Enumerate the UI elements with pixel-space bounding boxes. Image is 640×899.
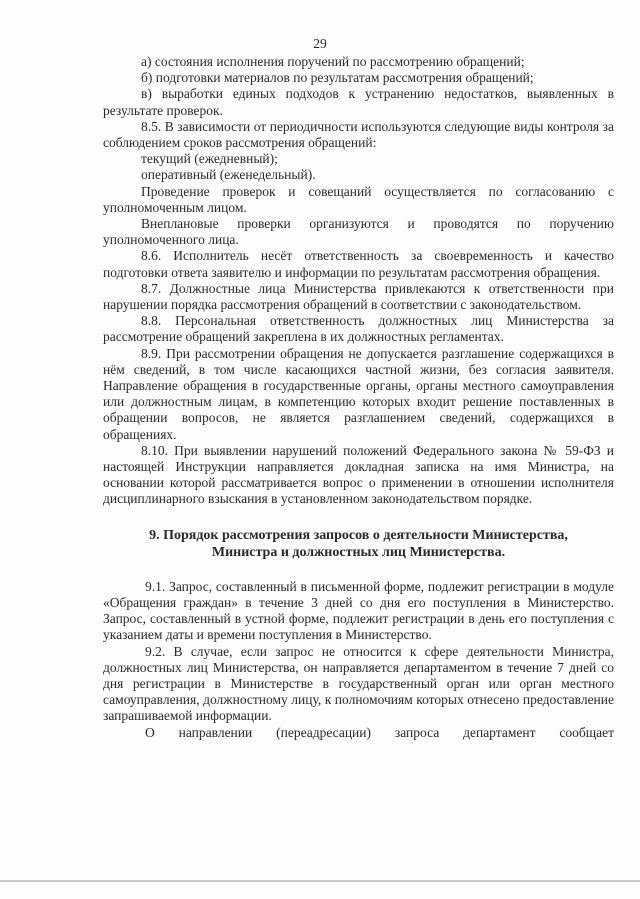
clause-8-7: 8.7. Должностные лица Министерства привлекаются к ответственности при нарушении порядка рассмотрения обращений в соответствии с законодательством. <box>103 280 614 313</box>
clause-8-10: 8.10. При выявлении нарушений положений Федерального закона № 59-ФЗ и настоящей Инструкции направляется докладная записка на имя Министра, на основании которой рассматривается вопрос о применении в отношении исполнителя дисциплинарного взыскания в установленном законодательством порядке. <box>103 442 614 507</box>
document-body <box>103 54 614 741</box>
redirect-notice-paragraph: О направлении (переадресации) запроса департамент сообщает <box>145 724 614 740</box>
clause-9-2: 9.2. В случае, если запрос не относится к сфере деятельности Министра, должностных лиц Министерства, он направляется департаментом в течение 7 дней со дня регистрации в Министерстве в государственный орган или орган местного самоуправления, должностному лицу, к полномочиям которых отнесено предоставление запрашиваемой информации. <box>103 643 614 724</box>
control-type-operational: оперативный (еженедельный). <box>141 167 316 183</box>
list-item-b: б) подготовки материалов по результатам рассмотрения обращений; <box>141 70 534 86</box>
list-item-a: а) состояния исполнения поручений по рассмотрению обращений; <box>141 54 525 69</box>
section-heading-line-2: Министра и должностных лиц Министерства. <box>211 544 506 560</box>
inspections-paragraph: Проведение проверок и совещаний осуществляется по согласованию с уполномоченным лицом. <box>103 183 614 215</box>
scan-edge-rule <box>0 880 640 882</box>
unscheduled-inspections-paragraph: Внеплановые проверки организуются и проводятся по поручению уполномоченного лица. <box>103 216 614 248</box>
control-type-current: текущий (ежедневный); <box>141 151 278 167</box>
section-heading-line-1: 9. Порядок рассмотрения запросов о деятельности Министерства, <box>149 527 568 543</box>
clause-8-9: 8.9. При рассмотрении обращения не допускается разглашение содержащихся в нём сведений, в том числе касающихся частной жизни, без согласия заявителя. Направление обращения в государственные органы, органы местного самоуправления или должностным лицам, в компетенцию которых входит решение поставленных в обращении вопросов, не является разглашением сведений, содержащихся в обращениях. <box>103 345 614 442</box>
clause-8-6: 8.6. Исполнитель несёт ответственность за своевременность и качество подготовки ответа заявителю и информации по результатам рассмотрения обращения. <box>103 248 614 280</box>
page-number: 29 <box>313 36 327 51</box>
list-item-c: в) выработки единых подходов к устранению недостатков, выявленных в результате проверок. <box>103 86 614 118</box>
clause-8-5: 8.5. В зависимости от периодичности используются следующие виды контроля за соблюдением сроков рассмотрения обращений: <box>103 118 614 151</box>
clause-8-8: 8.8. Персональная ответственность должностных лиц Министерства за рассмотрение обращений закреплена в их должностных регламентах. <box>103 313 614 345</box>
clause-9-1: 9.1. Запрос, составленный в письменной форме, подлежит регистрации в модуле «Обращения граждан» в течение 3 дней со дня его поступления в Министерство. Запрос, составленный в устной форме, подлежит регистрации в день его поступления с указанием даты и времени поступления в Министерство. <box>103 578 614 643</box>
section-9-heading <box>103 527 614 561</box>
